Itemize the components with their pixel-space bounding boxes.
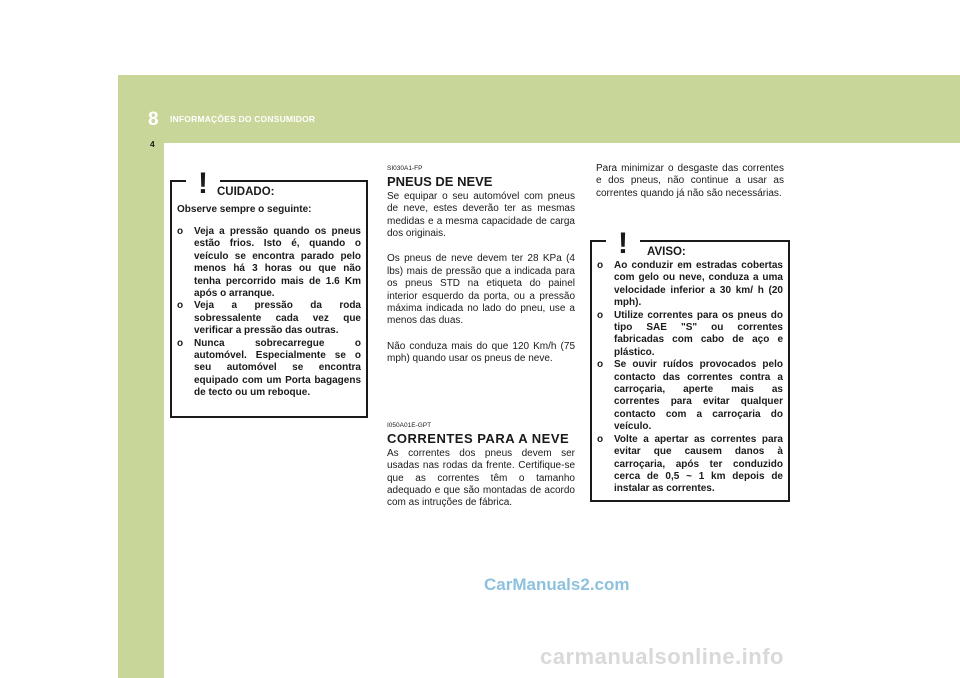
watermark-carmanuals2[interactable]: CarManuals2.com [484, 575, 630, 594]
page-number: 4 [150, 139, 155, 149]
warning-item: o Se ouvir ruídos provocados pelo contacto das correntes contra a carroçaria, aperte mais as correntes para evitar qualquer contacto com a carroçaria do veículo. [597, 359, 783, 433]
warning-title: AVISO: [647, 246, 686, 258]
paragraph: Para minimizar o desgaste das correntes e dos pneus, não continue a usar as correntes quando já não são necessárias. [596, 163, 784, 199]
snow-tires-section [387, 163, 575, 366]
watermark-carmanualsonline[interactable]: carmanualsonline.info [540, 644, 784, 669]
warning-item: o Utilize correntes para os pneus do tipo SAE "S" ou correntes fabricadas com cabo de aço e plástico. [597, 310, 783, 360]
warning-item: o Ao conduzir em estradas cobertas com gelo ou neve, conduza a uma velocidade inferior a 30 km/ h (20 mph). [597, 260, 783, 310]
caution-item: o Nunca sobrecarregue o automóvel. Especialmente se o seu automóvel se encontra equipado com um Porta bagagens de tecto ou um reboque. [177, 338, 361, 400]
paragraph: As correntes dos pneus devem ser usadas nas rodas da frente. Certifique-se que as correntes têm o tamanho adequado e que são montadas de acordo com as intruções de fábrica. [387, 447, 575, 509]
header-band [118, 75, 960, 143]
paragraph: Se equipar o seu automóvel com pneus de neve, estes deverão ter as mesmas medidas e a mesma capacidade de carga dos originais. [387, 190, 575, 240]
caution-item: o Veja a pressão da roda sobressalente cada vez que verificar a pressão das outras. [177, 300, 361, 337]
chapter-title: INFORMAÇÕES DO CONSUMIDOR [170, 114, 316, 124]
paragraph: Não conduza mais do que 120 Km/h (75 mph) quando usar os pneus de neve. [387, 340, 575, 365]
exclamation-icon: ! [186, 166, 220, 202]
chains-wear-note [596, 163, 784, 200]
section-heading: PNEUS DE NEVE [387, 174, 493, 190]
snow-chains-section [387, 420, 575, 510]
warning-item: o Volte a apertar as correntes para evitar que causem danos à carroçaria, após ter conduzido cerca de 0,5 ~ 1 km depois de instalar as correntes. [597, 434, 783, 496]
chapter-number: 8 [148, 109, 159, 130]
caution-item: o Veja a pressão quando os pneus estão frios. Isto é, quando o veículo se encontra parado pelo menos há 3 horas ou que não tenha percorrido mais de 1.6 Km após o arranque. [177, 226, 361, 300]
caution-list [177, 226, 361, 400]
caution-box [170, 167, 368, 418]
warning-list [597, 260, 783, 496]
exclamation-icon: ! [606, 226, 640, 262]
section-heading: CORRENTES PARA A NEVE [387, 431, 570, 447]
warning-box [590, 227, 790, 502]
section-code: I050A01E-GPT [387, 422, 432, 429]
caution-intro: Observe sempre o seguinte: [177, 204, 312, 215]
paragraph: Os pneus de neve devem ter 28 KPa (4 lbs) mais de pressão que a indicada para os pneus STD na etiqueta do painel interior esquerdo da porta, ou a pressão máxima indicada no lado do pneu, use a menos das duas. [387, 253, 575, 327]
section-code: SI030A1-FP [387, 165, 423, 172]
chapter-tab-strip [118, 143, 164, 678]
caution-title: CUIDADO: [217, 186, 275, 198]
